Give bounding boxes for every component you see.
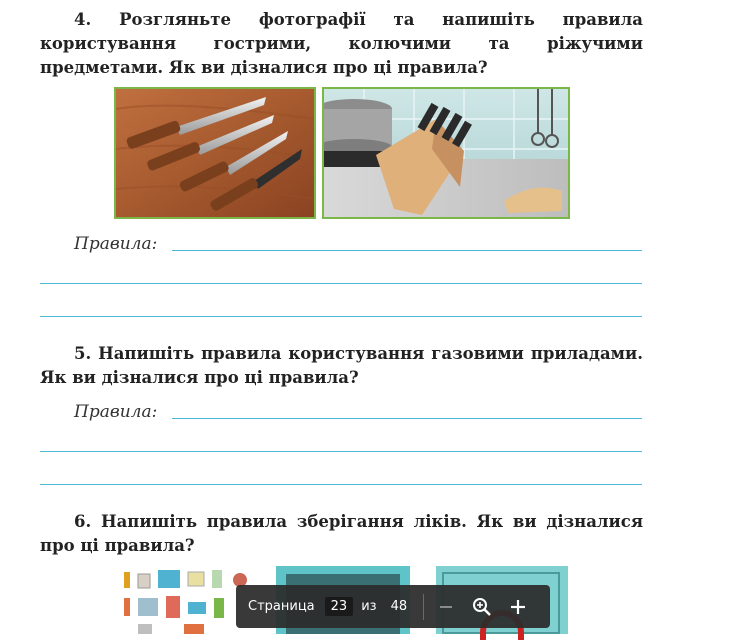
task-4-answer-line-1[interactable] <box>172 250 642 251</box>
task-4-text: Розгляньте фотографії та напишіть правила користування гострими, колючими та ріжучими предметами. Як ви дізналися про ці правила? <box>40 10 643 77</box>
task-4-answer-label: Правила: <box>74 234 158 254</box>
task-5 <box>40 342 643 390</box>
task-5-answer-line-1[interactable] <box>172 418 642 419</box>
task-5-number: 5. <box>74 344 92 363</box>
task-5-answer-line-2[interactable] <box>40 451 642 452</box>
current-page-input[interactable]: 23 <box>325 597 354 616</box>
task-4 <box>40 8 643 80</box>
task-6-text: Напишіть правила зберігання ліків. Як ви дізналися про ці правила? <box>40 512 644 555</box>
photo-knife-block <box>322 87 570 219</box>
toolbar-divider <box>423 594 424 620</box>
cooking-pot <box>324 99 392 155</box>
of-label: из <box>361 599 377 614</box>
zoom-in-button[interactable] <box>504 593 532 621</box>
task-5-answer-label: Правила: <box>74 402 158 422</box>
task-6 <box>40 510 643 558</box>
task-4-number: 4. <box>74 10 92 29</box>
plus-icon <box>509 598 527 616</box>
zoom-fit-button[interactable] <box>468 593 496 621</box>
task-5-answer-line-3[interactable] <box>40 484 642 485</box>
total-pages: 48 <box>390 599 408 614</box>
page-label: Страница <box>248 599 315 614</box>
zoom-icon <box>472 597 492 617</box>
task-4-answer-line-2[interactable] <box>40 283 642 284</box>
task-5-text: Напишіть правила користування газовими приладами. Як ви дізналися про ці правила? <box>40 344 643 387</box>
task-6-number: 6. <box>74 512 92 531</box>
task-4-answer-line-3[interactable] <box>40 316 642 317</box>
minus-icon <box>438 599 454 615</box>
medicine-icons-illustration <box>118 568 252 634</box>
photo-knives <box>114 87 316 219</box>
page-navigation-toolbar <box>236 585 550 628</box>
zoom-out-button[interactable] <box>432 593 460 621</box>
